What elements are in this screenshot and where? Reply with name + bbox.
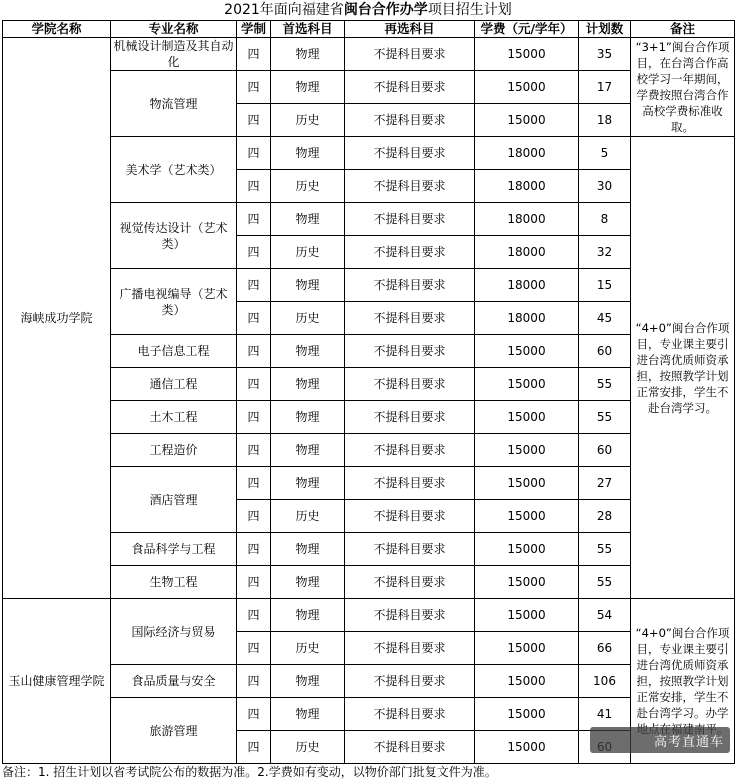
plan-cell: 5 [579, 137, 631, 170]
years-cell: 四 [237, 665, 271, 698]
second-subject-cell: 不提科目要求 [345, 137, 475, 170]
major-cell: 旅游管理 [111, 698, 237, 764]
years-cell: 四 [237, 269, 271, 302]
first-subject-cell: 物理 [271, 566, 345, 599]
fee-cell: 18000 [475, 203, 579, 236]
second-subject-cell: 不提科目要求 [345, 665, 475, 698]
first-subject-cell: 物理 [271, 698, 345, 731]
plan-cell: 66 [579, 632, 631, 665]
years-cell: 四 [237, 434, 271, 467]
first-subject-cell: 历史 [271, 500, 345, 533]
second-subject-cell: 不提科目要求 [345, 269, 475, 302]
years-cell: 四 [237, 632, 271, 665]
second-subject-cell: 不提科目要求 [345, 302, 475, 335]
table-row [3, 335, 735, 368]
header-note: 备注 [631, 21, 735, 38]
first-subject-cell: 物理 [271, 368, 345, 401]
fee-cell: 15000 [475, 434, 579, 467]
fee-cell: 15000 [475, 467, 579, 500]
table-row [3, 698, 735, 731]
table-row [3, 599, 735, 632]
plan-cell: 28 [579, 500, 631, 533]
fee-cell: 15000 [475, 599, 579, 632]
major-cell: 视觉传达设计（艺术类） [111, 203, 237, 269]
plan-cell: 54 [579, 599, 631, 632]
plan-cell: 32 [579, 236, 631, 269]
years-cell: 四 [237, 302, 271, 335]
note-cell: “4+0”闽台合作项目，专业课主要引进台湾优质师资承担，按照教学计划正常安排，学生不赴台湾学习。办学 [631, 599, 735, 764]
plan-cell: 35 [579, 38, 631, 71]
first-subject-cell: 物理 [271, 533, 345, 566]
years-cell: 四 [237, 137, 271, 170]
years-cell: 四 [237, 71, 271, 104]
watermark-text: 高考直通车 [653, 735, 724, 750]
table-row [3, 566, 735, 599]
table-row [3, 203, 735, 236]
years-cell: 四 [237, 236, 271, 269]
second-subject-cell: 不提科目要求 [345, 467, 475, 500]
second-subject-cell: 不提科目要求 [345, 335, 475, 368]
fee-cell: 15000 [475, 665, 579, 698]
years-cell: 四 [237, 467, 271, 500]
fee-cell: 18000 [475, 269, 579, 302]
fee-cell: 15000 [475, 566, 579, 599]
fee-cell: 15000 [475, 731, 579, 764]
second-subject-cell: 不提科目要求 [345, 566, 475, 599]
plan-cell: 55 [579, 401, 631, 434]
major-cell: 美术学（艺术类） [111, 137, 237, 203]
plan-cell: 60 [579, 434, 631, 467]
second-subject-cell: 不提科目要求 [345, 104, 475, 137]
major-cell: 物流管理 [111, 71, 237, 137]
fee-cell: 18000 [475, 137, 579, 170]
first-subject-cell: 物理 [271, 467, 345, 500]
table-row [3, 368, 735, 401]
fee-cell: 15000 [475, 698, 579, 731]
first-subject-cell: 物理 [271, 137, 345, 170]
first-subject-cell: 物理 [271, 434, 345, 467]
major-cell: 电子信息工程 [111, 335, 237, 368]
table-row [3, 38, 735, 71]
table-row [3, 533, 735, 566]
header-fee: 学费（元/学年） [475, 21, 579, 38]
header-major: 专业名称 [111, 21, 237, 38]
years-cell: 四 [237, 170, 271, 203]
table-row [3, 137, 735, 170]
header-plan: 计划数 [579, 21, 631, 38]
plan-cell: 15 [579, 269, 631, 302]
years-cell: 四 [237, 500, 271, 533]
major-cell: 机械设计制造及其自动化 [111, 38, 237, 71]
table-row [3, 71, 735, 104]
major-cell: 酒店管理 [111, 467, 237, 533]
table-row [3, 467, 735, 500]
first-subject-cell: 历史 [271, 236, 345, 269]
fee-cell: 15000 [475, 71, 579, 104]
fee-cell: 15000 [475, 632, 579, 665]
enrollment-table [2, 20, 735, 764]
years-cell: 四 [237, 731, 271, 764]
major-cell: 生物工程 [111, 566, 237, 599]
years-cell: 四 [237, 599, 271, 632]
plan-cell: 27 [579, 467, 631, 500]
second-subject-cell: 不提科目要求 [345, 731, 475, 764]
first-subject-cell: 历史 [271, 104, 345, 137]
years-cell: 四 [237, 104, 271, 137]
first-subject-cell: 物理 [271, 599, 345, 632]
note-cell: “3+1”闽台合作项目，在台湾合作高校学习一年期间，学费按照台湾合作高校学费标准收取。 [631, 38, 735, 137]
fee-cell: 15000 [475, 104, 579, 137]
plan-cell: 106 [579, 665, 631, 698]
plan-cell: 55 [579, 533, 631, 566]
major-cell: 国际经济与贸易 [111, 599, 237, 665]
footer-note: 备注：1. 招生计划以省考试院公布的数据为准。2.学费如有变动，以物价部门批复文件为准。 [2, 765, 497, 779]
plan-cell: 60 [579, 335, 631, 368]
fee-cell: 15000 [475, 533, 579, 566]
plan-cell: 45 [579, 302, 631, 335]
header-school: 学院名称 [3, 21, 111, 38]
title-prefix: 2021年面向福建省 [224, 2, 344, 18]
second-subject-cell: 不提科目要求 [345, 236, 475, 269]
years-cell: 四 [237, 203, 271, 236]
first-subject-cell: 物理 [271, 665, 345, 698]
second-subject-cell: 不提科目要求 [345, 38, 475, 71]
years-cell: 四 [237, 566, 271, 599]
second-subject-cell: 不提科目要求 [345, 368, 475, 401]
first-subject-cell: 历史 [271, 731, 345, 764]
header-first: 首选科目 [271, 21, 345, 38]
fee-cell: 15000 [475, 401, 579, 434]
second-subject-cell: 不提科目要求 [345, 500, 475, 533]
plan-cell: 8 [579, 203, 631, 236]
table-row [3, 434, 735, 467]
watermark [590, 727, 730, 753]
plan-cell: 55 [579, 566, 631, 599]
first-subject-cell: 历史 [271, 632, 345, 665]
plan-cell: 55 [579, 368, 631, 401]
note-cell: “4+0”闽台合作项目，专业课主要引进台湾优质师资承担，按照教学计划正常安排，学生不赴台湾学习。 [631, 137, 735, 599]
first-subject-cell: 物理 [271, 38, 345, 71]
table-row [3, 665, 735, 698]
years-cell: 四 [237, 38, 271, 71]
school-cell: 玉山健康管理学院 [3, 599, 111, 764]
table-row [3, 269, 735, 302]
second-subject-cell: 不提科目要求 [345, 401, 475, 434]
years-cell: 四 [237, 335, 271, 368]
second-subject-cell: 不提科目要求 [345, 434, 475, 467]
first-subject-cell: 历史 [271, 170, 345, 203]
plan-cell: 17 [579, 71, 631, 104]
second-subject-cell: 不提科目要求 [345, 599, 475, 632]
second-subject-cell: 不提科目要求 [345, 533, 475, 566]
second-subject-cell: 不提科目要求 [345, 203, 475, 236]
first-subject-cell: 物理 [271, 335, 345, 368]
second-subject-cell: 不提科目要求 [345, 632, 475, 665]
fee-cell: 18000 [475, 302, 579, 335]
first-subject-cell: 物理 [271, 269, 345, 302]
title-suffix: 项目招生计划 [427, 2, 512, 18]
first-subject-cell: 物理 [271, 71, 345, 104]
years-cell: 四 [237, 698, 271, 731]
fee-cell: 15000 [475, 500, 579, 533]
first-subject-cell: 物理 [271, 203, 345, 236]
fee-cell: 15000 [475, 38, 579, 71]
major-cell: 广播电视编导（艺术类） [111, 269, 237, 335]
first-subject-cell: 历史 [271, 302, 345, 335]
second-subject-cell: 不提科目要求 [345, 698, 475, 731]
major-cell: 食品质量与安全 [111, 665, 237, 698]
major-cell: 通信工程 [111, 368, 237, 401]
header-years: 学制 [237, 21, 271, 38]
table-row [3, 401, 735, 434]
fee-cell: 15000 [475, 335, 579, 368]
major-cell: 食品科学与工程 [111, 533, 237, 566]
header-second: 再选科目 [345, 21, 475, 38]
major-cell: 土木工程 [111, 401, 237, 434]
fee-cell: 18000 [475, 170, 579, 203]
years-cell: 四 [237, 368, 271, 401]
years-cell: 四 [237, 533, 271, 566]
first-subject-cell: 物理 [271, 401, 345, 434]
fee-cell: 15000 [475, 368, 579, 401]
second-subject-cell: 不提科目要求 [345, 71, 475, 104]
plan-cell: 41 [579, 698, 631, 731]
plan-cell: 18 [579, 104, 631, 137]
years-cell: 四 [237, 401, 271, 434]
title-bold: 闽台合作办学 [343, 2, 428, 18]
major-cell: 工程造价 [111, 434, 237, 467]
school-cell: 海峡成功学院 [3, 38, 111, 599]
page-title [0, 0, 736, 20]
plan-cell: 30 [579, 170, 631, 203]
fee-cell: 18000 [475, 236, 579, 269]
header-row [3, 21, 735, 38]
second-subject-cell: 不提科目要求 [345, 170, 475, 203]
